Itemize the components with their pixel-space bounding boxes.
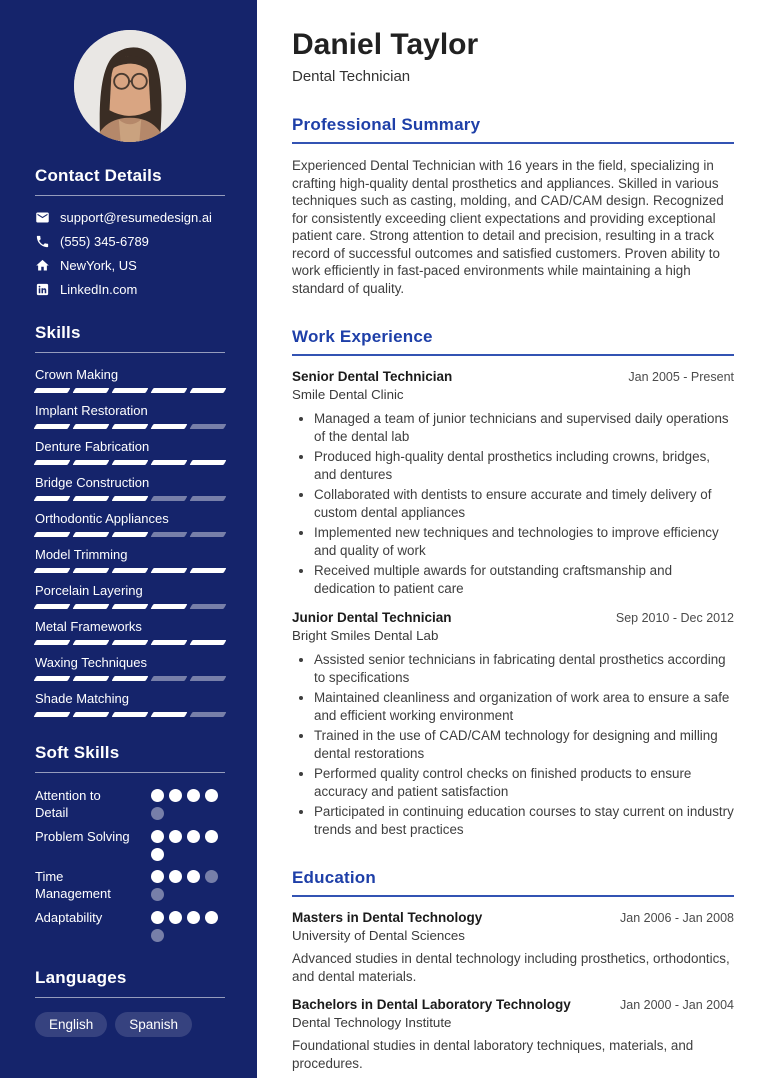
job-bullet: • Trained in the use of CAD/CAM technology for designing and milling dental restorations	[314, 727, 734, 762]
education-degree: Masters in Dental Technology	[292, 910, 483, 925]
contact-item	[35, 282, 225, 297]
soft-skill-dot	[151, 807, 164, 820]
skill-level-bar	[35, 388, 225, 393]
education-header	[292, 910, 734, 925]
soft-skill-row	[35, 828, 225, 861]
contact-item	[35, 258, 225, 273]
soft-skill-dot	[187, 789, 200, 802]
skill-level-segment	[34, 532, 71, 537]
skill-level-segment	[151, 460, 188, 465]
person-job-title: Dental Technician	[292, 68, 411, 85]
skill-level-segment	[112, 460, 149, 465]
skill-level-segment	[73, 604, 110, 609]
contact-item-text: NewYork, US	[60, 258, 137, 273]
skill-row	[35, 475, 225, 501]
job-role: Senior Dental Technician	[292, 369, 453, 384]
education-description: Advanced studies in dental technology including prosthetics, orthodontics, and dental materials.	[292, 951, 730, 984]
job-bullet: • Managed a team of junior technicians and supervised daily operations of the dental lab	[314, 410, 734, 445]
skill-level-segment	[151, 424, 188, 429]
job-company: Smile Dental Clinic	[292, 387, 404, 402]
soft-skills-list	[35, 787, 225, 942]
job-bullets	[292, 410, 734, 597]
job-bullet: • Produced high-quality dental prosthetics including crowns, bridges, and dentures	[314, 448, 734, 483]
contact-item	[35, 210, 225, 225]
soft-skill-dot	[151, 789, 164, 802]
skill-label: Denture Fabrication	[35, 439, 150, 454]
skill-label: Metal Frameworks	[35, 619, 142, 634]
skill-row	[35, 547, 225, 573]
skill-level-segment	[34, 460, 71, 465]
job-dates: Jan 2005 - Present	[628, 370, 734, 384]
skill-level-segment	[73, 424, 110, 429]
languages-section	[35, 968, 225, 1037]
contact-title: Contact Details	[35, 166, 225, 196]
skill-level-segment	[112, 640, 149, 645]
avatar-illustration	[74, 30, 186, 142]
skill-label: Implant Restoration	[35, 403, 148, 418]
soft-skill-dot	[187, 830, 200, 843]
skill-level-bar	[35, 496, 225, 501]
soft-skill-dot	[169, 870, 182, 883]
skill-label: Orthodontic Appliances	[35, 511, 169, 526]
soft-skill-dot	[169, 830, 182, 843]
job-bullet: • Assisted senior technicians in fabricating dental prosthetics according to specifications	[314, 651, 734, 686]
job-bullet: • Performed quality control checks on finished products to ensure accuracy and patient satisfaction	[314, 765, 734, 800]
sidebar	[0, 0, 257, 1078]
soft-skill-row	[35, 787, 225, 821]
education-entry	[292, 997, 734, 1072]
education-degree: Bachelors in Dental Laboratory Technology	[292, 997, 571, 1012]
job-company: Bright Smiles Dental Lab	[292, 628, 439, 643]
skill-label: Model Trimming	[35, 547, 128, 562]
skill-row	[35, 367, 225, 393]
job-bullet: • Implemented new techniques and technologies to improve efficiency and quality of work	[314, 524, 734, 559]
skills-list	[35, 367, 225, 717]
skill-label: Bridge Construction	[35, 475, 150, 490]
skill-level-segment	[151, 712, 188, 717]
skill-level-segment	[151, 568, 188, 573]
skill-level-segment	[34, 496, 71, 501]
soft-skills-section	[35, 743, 225, 942]
skill-level-segment	[34, 604, 71, 609]
skill-level-segment	[73, 496, 110, 501]
skill-row	[35, 655, 225, 681]
contact-section	[35, 166, 225, 297]
skill-level-segment	[112, 604, 149, 609]
education-dates: Jan 2006 - Jan 2008	[620, 911, 734, 925]
phone-icon	[35, 234, 50, 249]
skill-level-segment	[112, 712, 149, 717]
languages-title: Languages	[35, 968, 225, 998]
summary-section	[292, 115, 734, 297]
education-dates: Jan 2000 - Jan 2004	[620, 998, 734, 1012]
soft-skill-dot	[187, 911, 200, 924]
skill-level-segment	[73, 712, 110, 717]
contact-item	[35, 234, 225, 249]
education-entry	[292, 910, 734, 985]
skill-label: Waxing Techniques	[35, 655, 148, 670]
job-bullet: • Participated in continuing education courses to stay current on industry trends and best practices	[314, 803, 734, 838]
education-section	[292, 868, 734, 1072]
soft-skill-dots	[151, 787, 223, 821]
contact-list	[35, 210, 225, 297]
soft-skill-dot	[151, 888, 164, 901]
soft-skill-dot	[151, 830, 164, 843]
linkedin-icon	[35, 282, 50, 297]
soft-skill-dot	[205, 830, 218, 843]
skill-level-segment	[151, 604, 188, 609]
skill-level-segment	[34, 640, 71, 645]
envelope-icon	[35, 210, 50, 225]
soft-skill-dot	[151, 911, 164, 924]
person-name: Daniel Taylor	[292, 28, 479, 61]
skill-row	[35, 691, 225, 717]
job-role: Junior Dental Technician	[292, 610, 452, 625]
skill-level-segment	[34, 712, 71, 717]
skill-level-segment	[190, 640, 227, 645]
education-description: Foundational studies in dental laboratory techniques, materials, and procedures.	[292, 1038, 694, 1071]
soft-skill-dots	[151, 909, 223, 942]
soft-skill-row	[35, 909, 225, 942]
skill-level-bar	[35, 604, 225, 609]
skill-level-segment	[34, 388, 71, 393]
education-title: Education	[292, 868, 734, 897]
skill-level-segment	[112, 676, 149, 681]
skill-level-segment	[73, 460, 110, 465]
education-school: Dental Technology Institute	[292, 1015, 452, 1030]
job-entry	[292, 369, 734, 597]
skill-level-bar	[35, 712, 225, 717]
soft-skill-row	[35, 868, 225, 902]
skill-row	[35, 619, 225, 645]
skill-row	[35, 439, 225, 465]
skill-level-segment	[112, 568, 149, 573]
skill-level-segment	[34, 676, 71, 681]
contact-item-text: LinkedIn.com	[60, 282, 138, 297]
skill-level-bar	[35, 568, 225, 573]
skill-label: Crown Making	[35, 367, 119, 382]
skill-row	[35, 583, 225, 609]
skill-level-segment	[73, 640, 110, 645]
jobs-list	[292, 369, 734, 838]
skill-level-bar	[35, 460, 225, 465]
soft-skill-dots	[151, 828, 223, 861]
skill-level-segment	[73, 676, 110, 681]
skill-level-segment	[190, 712, 227, 717]
skill-level-segment	[151, 388, 188, 393]
home-icon	[35, 258, 50, 273]
skill-level-segment	[112, 496, 149, 501]
profile-photo	[74, 30, 186, 142]
skill-level-segment	[34, 424, 71, 429]
job-header	[292, 369, 734, 384]
soft-skill-dots	[151, 868, 223, 902]
job-bullet: • Maintained cleanliness and organization of work area to ensure a safe and efficient working environment	[314, 689, 734, 724]
skill-level-segment	[190, 676, 227, 681]
soft-skill-dot	[205, 911, 218, 924]
language-pill: Spanish	[115, 1012, 192, 1037]
contact-item-text: (555) 345-6789	[60, 234, 149, 249]
skill-row	[35, 511, 225, 537]
skill-level-segment	[73, 568, 110, 573]
education-school: University of Dental Sciences	[292, 928, 465, 943]
job-bullets	[292, 651, 734, 838]
work-experience-title: Work Experience	[292, 327, 734, 356]
soft-skill-dot	[205, 789, 218, 802]
job-header	[292, 610, 734, 625]
skill-level-segment	[190, 424, 227, 429]
skill-level-segment	[190, 568, 227, 573]
contact-item-text: support@resumedesign.ai	[60, 210, 212, 225]
soft-skills-title: Soft Skills	[35, 743, 225, 773]
soft-skill-dot	[151, 870, 164, 883]
work-experience-section	[292, 327, 734, 838]
skill-level-segment	[151, 676, 188, 681]
skill-level-segment	[151, 496, 188, 501]
soft-skill-dot	[169, 911, 182, 924]
soft-skill-label: Attention to Detail	[35, 788, 101, 820]
languages-list	[35, 1012, 225, 1037]
soft-skill-label: Time Management	[35, 869, 111, 901]
soft-skill-dot	[169, 789, 182, 802]
skill-level-segment	[112, 388, 149, 393]
job-bullet: • Collaborated with dentists to ensure accurate and timely delivery of custom dental appliances	[314, 486, 734, 521]
skill-level-segment	[190, 604, 227, 609]
skill-level-bar	[35, 532, 225, 537]
skill-level-bar	[35, 424, 225, 429]
soft-skill-dot	[151, 848, 164, 861]
skill-level-segment	[190, 388, 227, 393]
skill-level-segment	[73, 388, 110, 393]
soft-skill-label: Problem Solving	[35, 829, 130, 844]
skill-level-segment	[112, 532, 149, 537]
skill-level-segment	[190, 496, 227, 501]
skill-label: Porcelain Layering	[35, 583, 143, 598]
soft-skill-dot	[151, 929, 164, 942]
skill-level-segment	[151, 640, 188, 645]
skill-level-segment	[190, 532, 227, 537]
skill-label: Shade Matching	[35, 691, 129, 706]
skill-level-segment	[34, 568, 71, 573]
job-bullet: • Received multiple awards for outstanding craftsmanship and dedication to patient care	[314, 562, 734, 597]
education-list	[292, 910, 734, 1072]
skill-level-bar	[35, 676, 225, 681]
skill-level-segment	[151, 532, 188, 537]
skills-section	[35, 323, 225, 717]
skill-row	[35, 403, 225, 429]
summary-text: Experienced Dental Technician with 16 years in the field, specializing in crafting high-quality dental prosthetics and appliances. Skilled in various techniques such as casting, molding, and CAD/CAM design. Recognized for consistently exceeding client expectations and providing exceptional patient care. Strong attention to detail and precision, resulting in a track record of successful outcomes and satisfied customers. Proven ability to work efficiently in fast-paced environments while maintaining a high standard of quality.	[292, 158, 724, 296]
main-content	[257, 0, 768, 1078]
soft-skill-dot	[187, 870, 200, 883]
soft-skill-dot	[205, 870, 218, 883]
skill-level-bar	[35, 640, 225, 645]
job-entry	[292, 610, 734, 838]
skill-level-segment	[73, 532, 110, 537]
soft-skill-label: Adaptability	[35, 910, 103, 925]
job-dates: Sep 2010 - Dec 2012	[615, 611, 734, 625]
skill-level-segment	[112, 424, 149, 429]
profile-photo-wrap	[35, 30, 225, 142]
skill-level-segment	[190, 460, 227, 465]
skills-title: Skills	[35, 323, 225, 353]
education-header	[292, 997, 734, 1012]
language-pill: English	[35, 1012, 107, 1037]
summary-title: Professional Summary	[292, 115, 734, 144]
